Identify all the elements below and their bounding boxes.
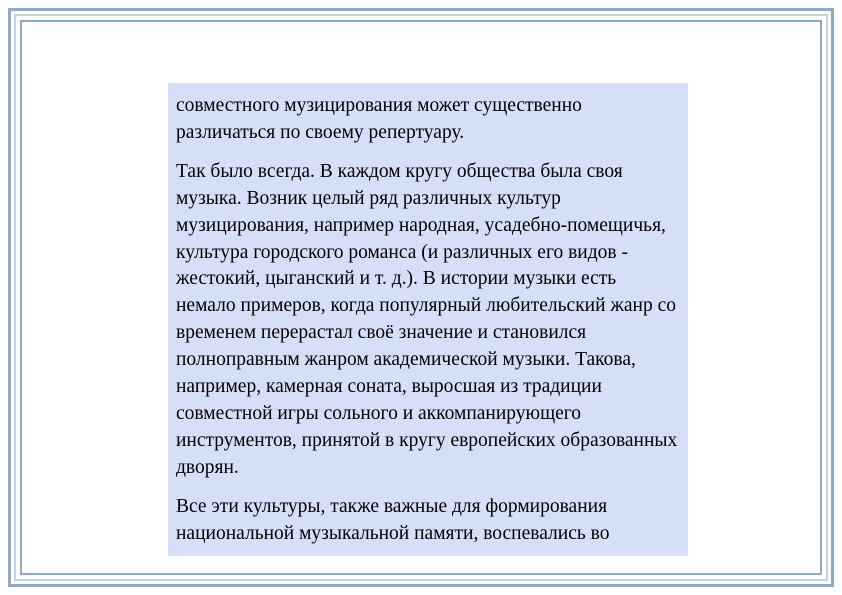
slide-content-area [28, 28, 814, 567]
paragraph-3: Все эти культуры, также важные для формирования национальной музыкальной памяти, воспевались во [176, 495, 610, 544]
paragraph-2: Так было всегда. В каждом кругу общества была своя музыка. Возник целый ряд различных культур музицирования, например народная, усадебно-помещичья, культура городского романса (и различных его видов - жестокий, цыганский и т. д.). В истории музыки есть немало примеров, когда популярный любительский жанр со временем перерастал своё значение и становился полноправным жанром академической музыки. Такова, например, камерная соната, выросшая из традиции совместной игры сольного и аккомпанирующего инструментов, принятой в кругу европейских образованных дворян. [176, 160, 678, 478]
paragraph-1: совместного музицирования может существенно различаться по своему репертуару. [176, 95, 582, 143]
text-body-block [168, 83, 688, 556]
